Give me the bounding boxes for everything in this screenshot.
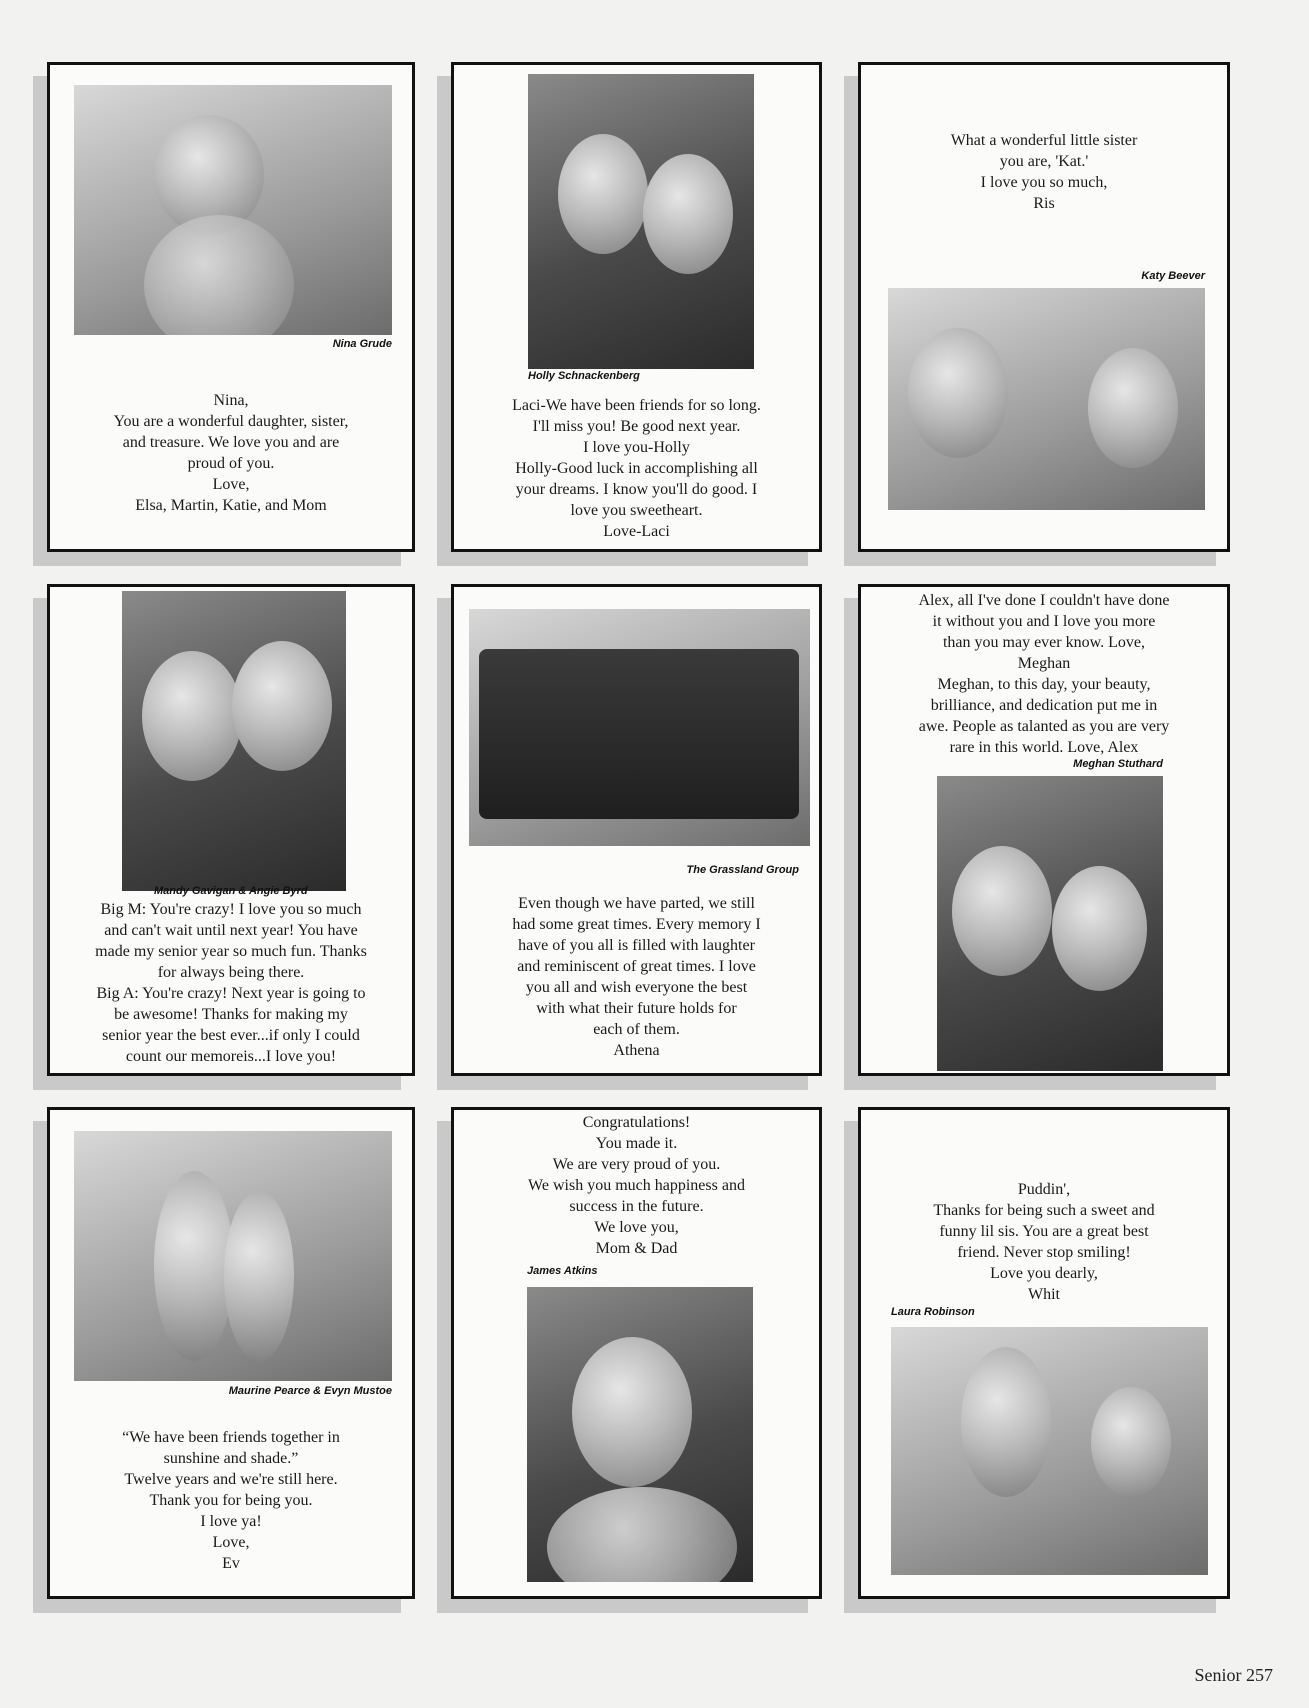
message-line: made my senior year so much fun. Thanks — [95, 943, 367, 960]
senior-ad-laura-robinson — [858, 1107, 1230, 1599]
message-line: Meghan — [1017, 655, 1071, 672]
message-line: What a wonderful little sister — [950, 132, 1138, 149]
photo-caption: Laura Robinson — [891, 1306, 975, 1318]
photo-baby-in-tub — [74, 85, 392, 335]
message-line: Mom & Dad — [595, 1240, 678, 1257]
message-line: rare in this world. Love, Alex — [949, 739, 1139, 756]
photo-caption: Holly Schnackenberg — [528, 370, 640, 382]
message-line: Meghan, to this day, your beauty, — [937, 676, 1151, 693]
message-text — [454, 893, 819, 1061]
photo-caption: Katy Beever — [1141, 270, 1205, 282]
senior-ad-maurine-pearce-evyn-mustoe — [47, 1107, 415, 1599]
message-line: Congratulations! — [582, 1114, 691, 1131]
message-line: Holly-Good luck in accomplishing all — [515, 460, 758, 477]
senior-ad-james-atkins — [451, 1107, 822, 1599]
message-line: I love ya! — [200, 1513, 262, 1530]
message-line: Love, — [212, 1534, 250, 1551]
message-line: Laci-We have been friends for so long. — [512, 397, 761, 414]
message-line: I'll miss you! Be good next year. — [532, 418, 741, 435]
photo-caption: Maurine Pearce & Evyn Mustoe — [228, 1385, 392, 1397]
message-line: Love, — [212, 476, 250, 493]
photo-couple — [937, 776, 1163, 1071]
message-line: awe. People as talanted as you are very — [918, 718, 1170, 735]
message-line: have of you all is filled with laughter — [518, 937, 755, 954]
section-name: Senior — [1194, 1665, 1242, 1685]
message-line: had some great times. Every memory I — [512, 916, 761, 933]
photo-sisters-sitting — [888, 288, 1205, 510]
photo-two-boys-outdoors — [74, 1131, 392, 1381]
message-line: love you sweetheart. — [570, 502, 703, 519]
page-folio — [1195, 1665, 1274, 1686]
photo-children-in-chairs — [891, 1327, 1208, 1575]
message-line: Athena — [613, 1042, 660, 1059]
message-line: Alex, all I've done I couldn't have done — [918, 592, 1170, 609]
message-text — [454, 1112, 819, 1259]
message-line: be awesome! Thanks for making my — [114, 1006, 348, 1023]
photo-caption: James Atkins — [527, 1265, 598, 1277]
message-line: Ris — [1033, 195, 1055, 212]
photo-caption: Nina Grude — [332, 338, 392, 350]
photo-senior-portrait — [527, 1287, 753, 1582]
message-text — [861, 1179, 1227, 1305]
message-line: Twelve years and we're still here. — [124, 1471, 338, 1488]
message-line: “We have been friends together in — [122, 1429, 340, 1446]
message-line: Thank you for being you. — [149, 1492, 313, 1509]
message-line: senior year the best ever...if only I could — [102, 1027, 360, 1044]
message-text — [861, 130, 1227, 214]
message-line: you all and wish everyone the best — [525, 979, 748, 996]
photo-group-standing — [469, 609, 810, 846]
message-line: You made it. — [595, 1135, 678, 1152]
message-line: with what their future holds for — [536, 1000, 737, 1017]
message-line: and reminiscent of great times. I love — [517, 958, 756, 975]
message-line: Elsa, Martin, Katie, and Mom — [135, 497, 327, 514]
message-line: friend. Never stop smiling! — [957, 1244, 1131, 1261]
message-line: Thanks for being such a sweet and — [933, 1202, 1155, 1219]
message-line: Love-Laci — [603, 523, 670, 540]
message-line: you are, 'Kat.' — [999, 153, 1089, 170]
message-line: for always being there. — [157, 964, 305, 981]
message-line: Big A: You're crazy! Next year is going to — [96, 985, 366, 1002]
message-line: funny lil sis. You are a great best — [939, 1223, 1149, 1240]
photo-two-friends — [528, 74, 754, 369]
message-line: sunshine and shade.” — [163, 1450, 299, 1467]
photo-two-friends-hugging — [122, 591, 346, 891]
message-line: each of them. — [593, 1021, 680, 1038]
message-line: Big M: You're crazy! I love you so much — [100, 901, 362, 918]
message-text — [50, 390, 412, 516]
photo-caption: Meghan Stuthard — [1073, 758, 1163, 770]
senior-ad-holly-schnackenberg — [451, 62, 822, 552]
message-line: than you may ever know. Love, — [942, 634, 1145, 651]
message-line: We are very proud of you. — [552, 1156, 721, 1173]
message-line: You are a wonderful daughter, sister, — [113, 413, 349, 430]
message-line: proud of you. — [187, 455, 275, 472]
senior-ad-meghan-stuthard — [858, 584, 1230, 1076]
page-number: 257 — [1246, 1665, 1273, 1685]
senior-ad-grassland-group — [451, 584, 822, 1076]
message-text — [50, 899, 412, 1067]
photo-caption: The Grassland Group — [686, 864, 799, 876]
message-line: and treasure. We love you and are — [122, 434, 340, 451]
message-line: Whit — [1028, 1286, 1060, 1303]
message-line: I love you so much, — [980, 174, 1108, 191]
message-text — [861, 590, 1227, 758]
message-line: Nina, — [213, 392, 249, 409]
senior-ad-mandy-gavigan-angie-byrd — [47, 584, 415, 1076]
message-line: Love you dearly, — [990, 1265, 1098, 1282]
message-text — [454, 395, 819, 542]
senior-ad-nina-grude — [47, 62, 415, 552]
message-line: Ev — [222, 1555, 240, 1572]
senior-ad-katy-beever — [858, 62, 1230, 552]
message-line: Puddin', — [1017, 1181, 1071, 1198]
message-line: We wish you much happiness and — [528, 1177, 745, 1194]
message-line: and can't wait until next year! You have — [104, 922, 358, 939]
message-text — [50, 1427, 412, 1574]
message-line: success in the future. — [569, 1198, 704, 1215]
message-line: it without you and I love you more — [932, 613, 1156, 630]
message-line: Even though we have parted, we still — [518, 895, 755, 912]
message-line: We love you, — [594, 1219, 679, 1236]
message-line: I love you-Holly — [583, 439, 690, 456]
message-line: count our memoreis...I love you! — [125, 1048, 337, 1065]
message-line: your dreams. I know you'll do good. I — [515, 481, 758, 498]
message-line: brilliance, and dedication put me in — [930, 697, 1158, 714]
photo-caption: Mandy Gavigan & Angie Byrd — [154, 885, 308, 897]
